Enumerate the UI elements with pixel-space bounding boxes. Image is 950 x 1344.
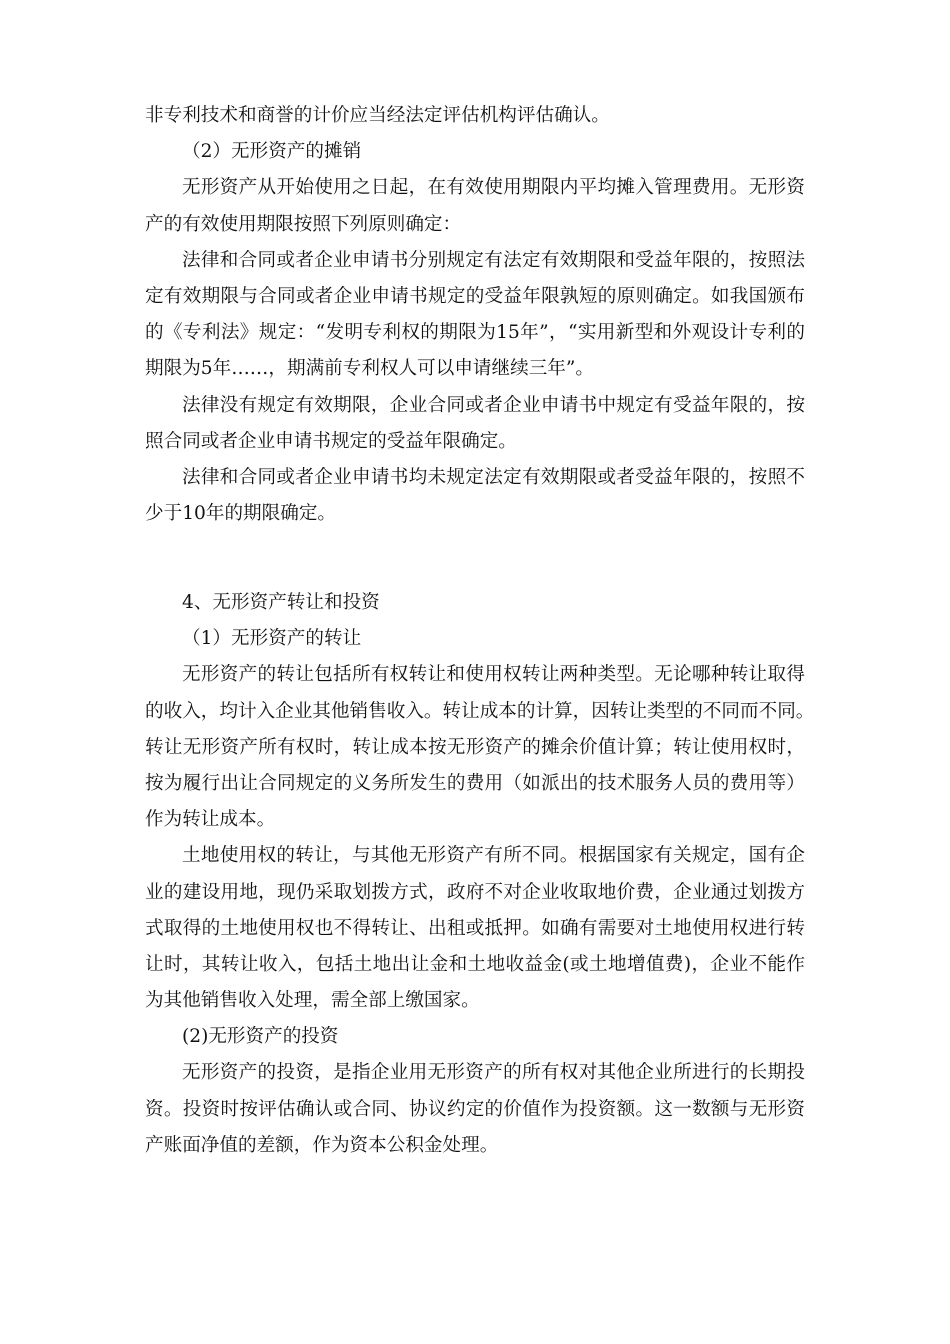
paragraph-line: 按为履行出让合同规定的义务所发生的费用（如派出的技术服务人员的费用等） bbox=[145, 772, 805, 794]
paragraph-line: 定有效期限与合同或者企业申请书规定的受益年限孰短的原则确定。如我国颁布 bbox=[145, 285, 805, 307]
paragraph-line: 照合同或者企业申请书规定的受益年限确定。 bbox=[145, 430, 517, 452]
section-intangible-transfer-investment bbox=[145, 585, 815, 1164]
paragraph-line: 法律和合同或者企业申请书均未规定法定有效期限或者受益年限的，按照不 bbox=[182, 466, 805, 488]
paragraph-line: 为其他销售收入处理，需全部上缴国家。 bbox=[145, 990, 480, 1012]
paragraph-line: 让时，其转让收入，包括土地出让金和土地收益金(或土地增值费)，企业不能作 bbox=[145, 953, 805, 975]
paragraph-line: 期限为5年……，期满前专利权人可以申请继续三年”。 bbox=[145, 358, 594, 380]
paragraph-line: 产的有效使用期限按照下列原则确定： bbox=[145, 213, 462, 235]
paragraph-line: 少于10年的期限确定。 bbox=[145, 503, 337, 525]
paragraph-line: 式取得的土地使用权也不得转让、出租或抵押。如确有需要对土地使用权进行转 bbox=[145, 917, 805, 939]
paragraph-line: 的《专利法》规定：“发明专利权的期限为15年”，“实用新型和外观设计专利的 bbox=[145, 322, 805, 344]
paragraph-line: 的收入，均计入企业其他销售收入。转让成本的计算，因转让类型的不同而不同。 bbox=[145, 700, 815, 722]
paragraph-line: 土地使用权的转让，与其他无形资产有所不同。根据国家有关规定，国有企 bbox=[182, 845, 805, 867]
section-intangible-amortization bbox=[145, 98, 805, 532]
subheading-investment: (2)无形资产的投资 bbox=[182, 1026, 339, 1048]
paragraph-line: 转让无形资产所有权时，转让成本按无形资产的摊余价值计算；转让使用权时， bbox=[145, 736, 805, 758]
paragraph-line: 法律没有规定有效期限，企业合同或者企业申请书中规定有受益年限的，按 bbox=[182, 394, 805, 416]
subheading-amortization: （2）无形资产的摊销 bbox=[182, 141, 362, 163]
paragraph-line: 法律和合同或者企业申请书分别规定有法定有效期限和受益年限的，按照法 bbox=[182, 249, 805, 271]
paragraph-line: 非专利技术和商誉的计价应当经法定评估机构评估确认。 bbox=[145, 105, 610, 126]
paragraph-line: 无形资产从开始使用之日起，在有效使用期限内平均摊入管理费用。无形资 bbox=[182, 177, 805, 199]
paragraph-line: 业的建设用地，现仍采取划拨方式，政府不对企业收取地价费，企业通过划拨方 bbox=[145, 881, 805, 903]
paragraph-line: 无形资产的投资，是指企业用无形资产的所有权对其他企业所进行的长期投 bbox=[182, 1062, 805, 1084]
paragraph-line: 产账面净值的差额，作为资本公积金处理。 bbox=[145, 1134, 499, 1156]
paragraph-line: 作为转让成本。 bbox=[145, 809, 276, 831]
subheading-transfer: （1）无形资产的转让 bbox=[182, 628, 362, 650]
paragraph-line: 无形资产的转让包括所有权转让和使用权转让两种类型。无论哪种转让取得 bbox=[182, 664, 805, 686]
paragraph-line: 资。投资时按评估确认或合同、协议约定的价值作为投资额。这一数额与无形资 bbox=[145, 1098, 805, 1120]
section-heading: 4、无形资产转让和投资 bbox=[182, 592, 380, 613]
